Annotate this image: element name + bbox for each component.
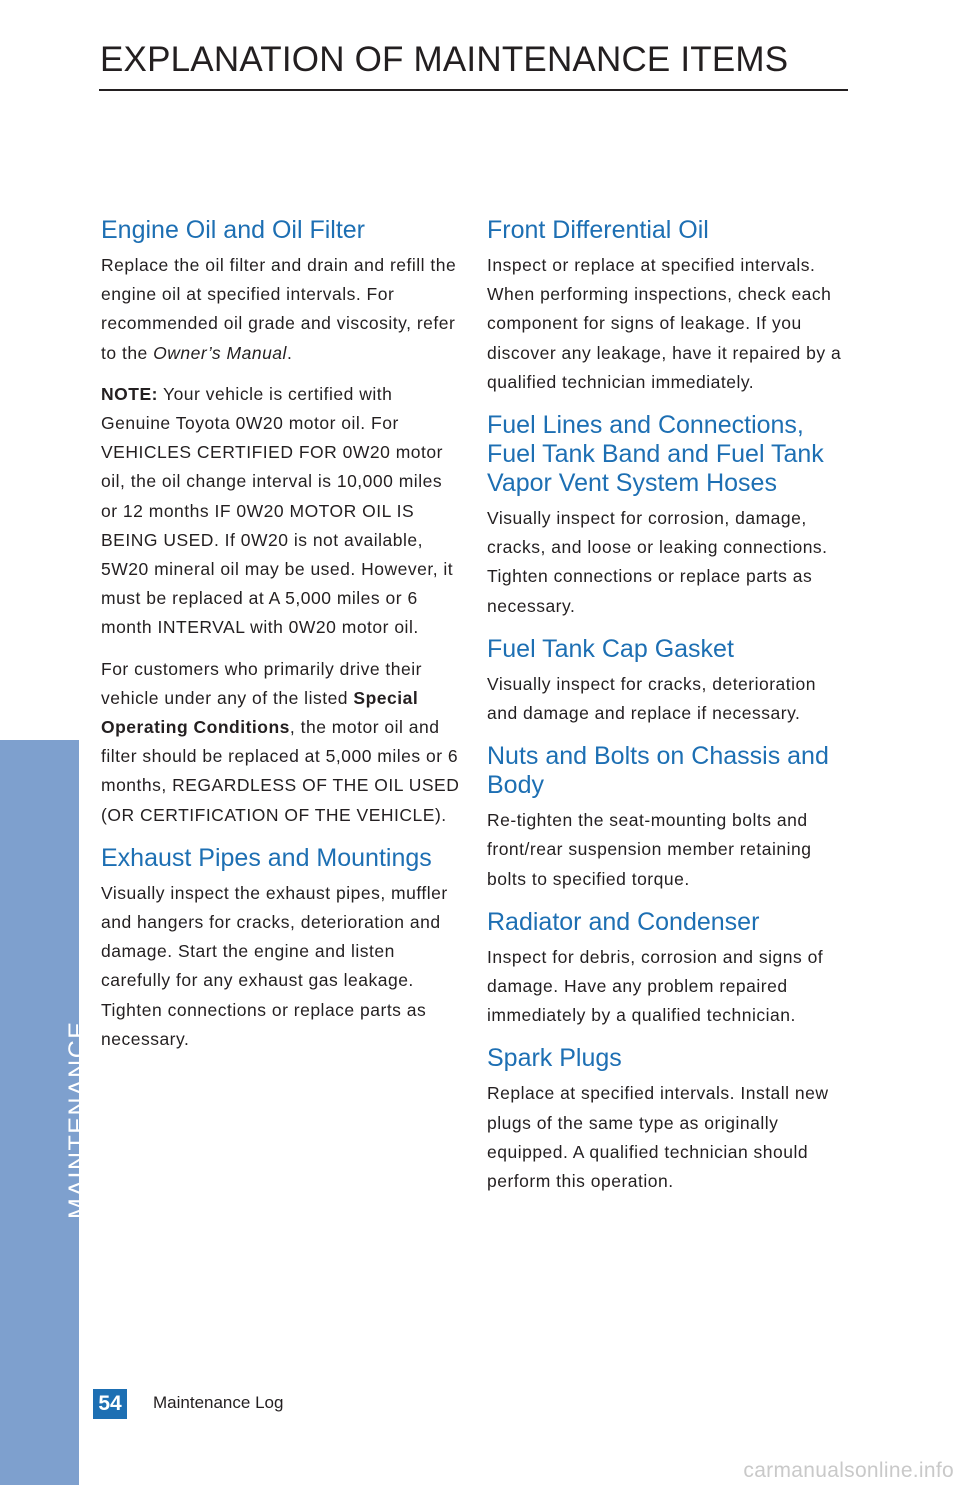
special-conditions-text: For customers who primarily drive their vehicle under any of the listed xyxy=(101,658,422,708)
note-text: Your vehicle is certified with Genuine Toyota 0W20 motor oil. For VEHICLES CERTIFIED FOR 0W20 motor oil, the oil change interval is 10,000 miles or 12 months IF 0W20 MOTOR OIL IS BEING USED. If 0W20 is not available, 5W20 mineral oil may be used. However, it must be replaced at A 5,000 miles or 6 month INTERVAL with 0W20 motor oil. xyxy=(101,383,454,638)
engine-oil-text-end: . xyxy=(286,342,293,363)
owners-manual-reference: Owner’s Manual xyxy=(153,342,287,363)
fuel-lines-paragraph: Visually inspect for corrosion, damage, cracks, and loose or leaking connections. Tighten connections or replace parts as necessary. xyxy=(487,508,828,616)
heading-nuts-bolts: Nuts and Bolts on Chassis and Body xyxy=(487,742,829,800)
fuel-cap-paragraph: Visually inspect for cracks, deterioration and damage and replace if necessary. xyxy=(487,673,817,724)
nuts-bolts-paragraph: Re-tighten the seat-mounting bolts and front/rear suspension member retaining bolts to specified torque. xyxy=(487,810,812,889)
engine-oil-text: Replace the oil filter and drain and refill the engine oil at specified intervals. For recommended oil grade and viscosity, refer to the xyxy=(101,255,457,363)
watermark: carmanualsonline.info xyxy=(743,1459,954,1482)
footer-section-label: Maintenance Log xyxy=(153,1393,284,1412)
heading-front-differential: Front Differential Oil xyxy=(487,216,709,244)
engine-oil-paragraph xyxy=(101,251,463,368)
left-column xyxy=(101,216,463,1066)
heading-engine-oil: Engine Oil and Oil Filter xyxy=(101,216,366,244)
special-conditions-term: Special Operating Conditions xyxy=(101,687,419,738)
heading-radiator: Radiator and Condenser xyxy=(487,907,760,936)
exhaust-paragraph: Visually inspect the exhaust pipes, muffler and hangers for cracks, deterioration and damage. Start the engine and listen carefully for any exhaust gas leakage. Tighten connections or replace parts as necessary. xyxy=(101,882,448,1049)
title-divider xyxy=(99,89,848,91)
heading-fuel-lines: Fuel Lines and Connections, Fuel Tank Band and Fuel Tank Vapor Vent System Hoses xyxy=(487,411,824,498)
side-tab-label: MAINTENANCE xyxy=(64,1020,92,1219)
page-number: 54 xyxy=(93,1389,127,1419)
heading-exhaust: Exhaust Pipes and Mountings xyxy=(101,843,432,872)
heading-fuel-cap: Fuel Tank Cap Gasket xyxy=(487,634,734,663)
front-differential-paragraph: Inspect or replace at specified intervals. When performing inspections, check each component for signs of leakage. If you discover any leakage, have it repaired by a qualified technician immediately. xyxy=(487,255,842,392)
spark-plugs-paragraph: Replace at specified intervals. Install new plugs of the same type as originally equipped. A qualified technician should perform this operation. xyxy=(487,1083,829,1192)
special-conditions-text-end: , the motor oil and filter should be replaced at 5,000 miles or 6 months, REGARDLESS OF THE OIL USED (OR CERTIFICATION OF THE VEHICLE). xyxy=(101,717,460,825)
page-title: EXPLANATION OF MAINTENANCE ITEMS xyxy=(100,40,789,79)
special-conditions-paragraph xyxy=(101,655,463,830)
engine-oil-note xyxy=(101,380,463,643)
right-column xyxy=(487,216,847,1208)
note-label: NOTE: xyxy=(101,383,158,404)
radiator-paragraph: Inspect for debris, corrosion and signs of damage. Have any problem repaired immediately by a qualified technician. xyxy=(487,946,824,1026)
heading-spark-plugs: Spark Plugs xyxy=(487,1044,622,1073)
